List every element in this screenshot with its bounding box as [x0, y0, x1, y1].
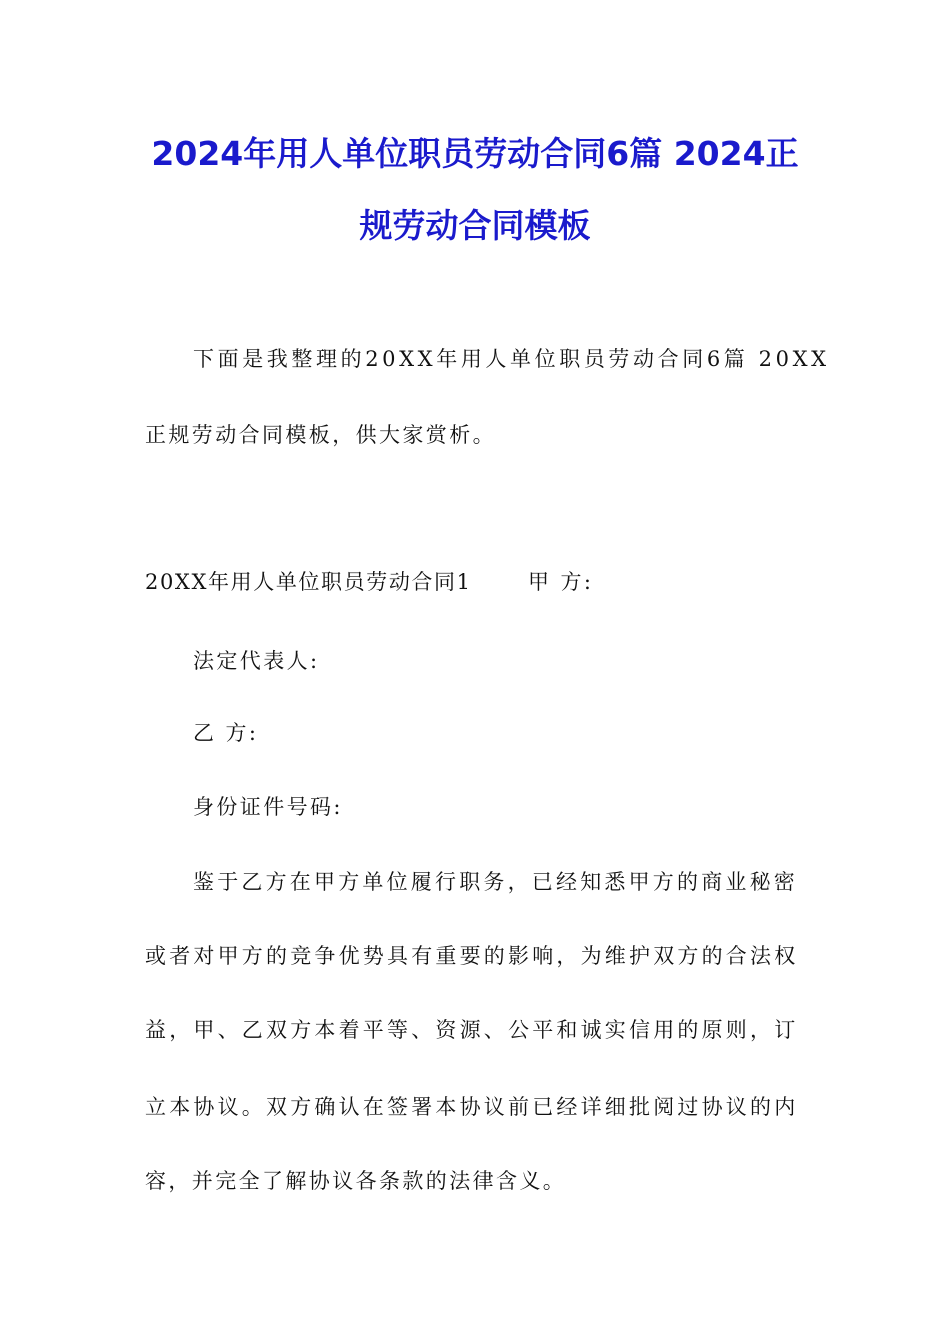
intro-text-line-2: 正规劳动合同模板，供大家赏析。 — [145, 423, 496, 447]
party-a-label: 甲 方: — [528, 570, 594, 594]
id-number-label: 身份证件号码: — [193, 795, 343, 819]
document-title-line-2: 规劳动合同模板 — [359, 206, 591, 245]
intro-text-line-1: 下面是我整理的20XX年用人单位职员劳动合同6篇 20XX — [193, 347, 830, 371]
party-b-label: 乙 方: — [193, 721, 259, 745]
paragraph-line: 益，甲、乙双方本着平等、资源、公平和诚实信用的原则，订 — [145, 1018, 799, 1042]
paragraph-line: 立本协议。双方确认在签署本协议前已经详细批阅过协议的内 — [145, 1095, 799, 1119]
paragraph-line: 鉴于乙方在甲方单位履行职务，已经知悉甲方的商业秘密 — [193, 870, 798, 894]
paragraph-line: 容，并完全了解协议各条款的法律含义。 — [145, 1169, 567, 1193]
legal-representative-label: 法定代表人: — [193, 649, 320, 673]
paragraph-line: 或者对甲方的竞争优势具有重要的影响，为维护双方的合法权 — [145, 944, 799, 968]
contract-heading: 20XX年用人单位职员劳动合同1 — [145, 570, 472, 594]
document-title-line-1: 2024年用人单位职员劳动合同6篇 2024正 — [151, 134, 799, 173]
